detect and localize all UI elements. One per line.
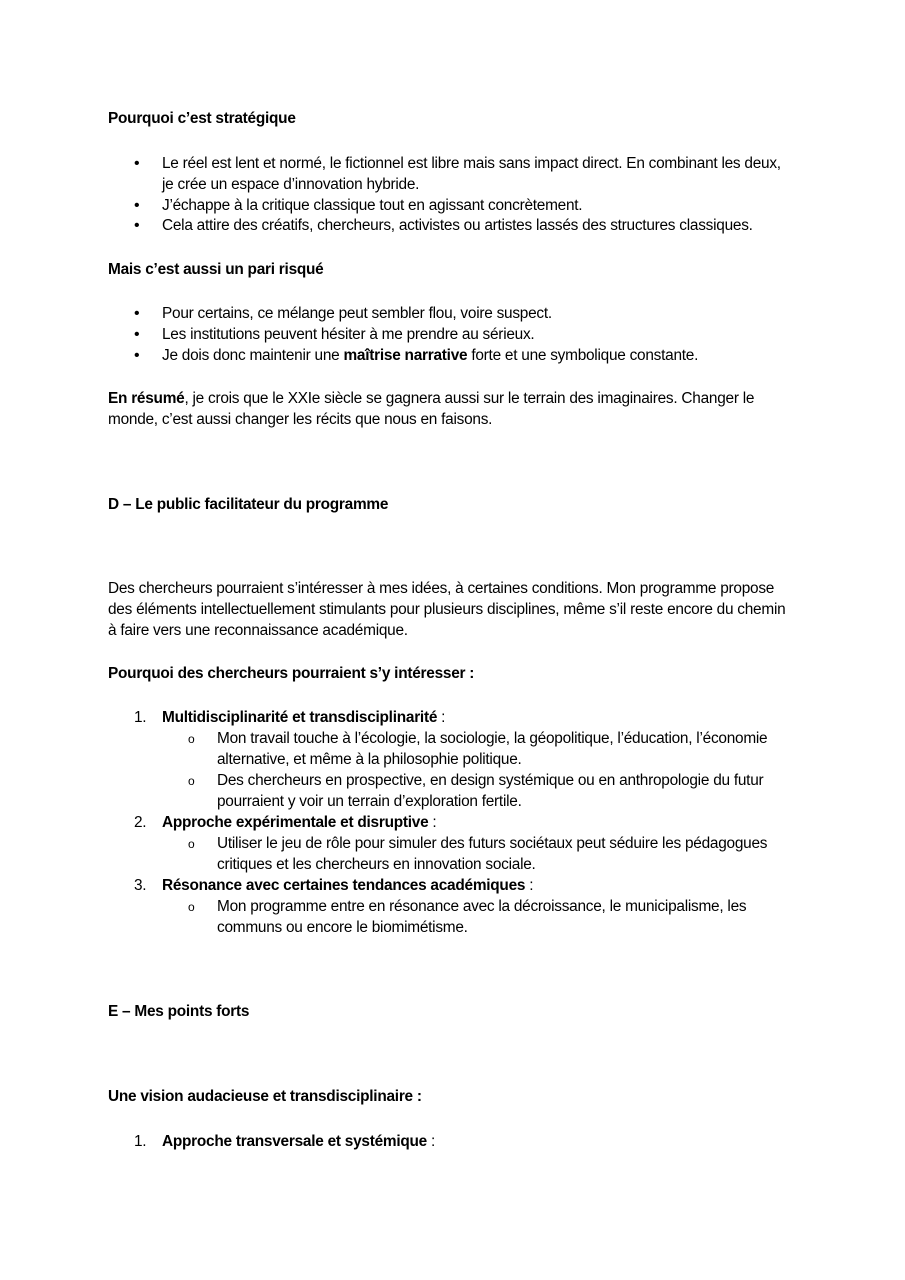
list-item-2-title-line <box>162 812 436 833</box>
bullet-marker: • <box>134 197 140 214</box>
list-number: 1. <box>134 1133 147 1150</box>
risky-bullet-3 <box>162 345 698 366</box>
sub-bullet-marker: o <box>188 774 195 788</box>
section-e-item-1-title: Approche transversale et systémique <box>162 1133 427 1150</box>
heading-strategic: Pourquoi c’est stratégique <box>108 110 296 127</box>
item-3-sub-1-line-1: Mon programme entre en résonance avec la décroissance, le municipalisme, les <box>217 898 747 915</box>
section-d-paragraph-line-1: Des chercheurs pourraient s’intéresser à mes idées, à certaines conditions. Mon programme propose <box>108 580 775 597</box>
bullet-marker: • <box>134 347 140 364</box>
list-item-1-suffix: : <box>437 709 446 726</box>
item-2-sub-1-line-2: critiques et les chercheurs en innovation sociale. <box>217 856 536 873</box>
list-item-3-title: Résonance avec certaines tendances académiques <box>162 877 526 894</box>
risky-bullet-3-start: Je dois donc maintenir une <box>162 347 344 364</box>
strategic-bullet-3: Cela attire des créatifs, chercheurs, activistes ou artistes lassés des structures classiques. <box>162 217 753 234</box>
heading-section-d: D – Le public facilitateur du programme <box>108 496 389 513</box>
list-item-3-title-line <box>162 875 533 896</box>
heading-section-e: E – Mes points forts <box>108 1003 250 1020</box>
list-item-2-title: Approche expérimentale et disruptive <box>162 814 429 831</box>
item-2-sub-1-line-1: Utiliser le jeu de rôle pour simuler des futurs sociétaux peut séduire les pédagogues <box>217 835 768 852</box>
summary-bold: En résumé <box>108 390 185 407</box>
heading-vision: Une vision audacieuse et transdisciplinaire : <box>108 1088 422 1105</box>
section-e-item-1-suffix: : <box>426 1133 436 1150</box>
item-1-sub-2-line-1: Des chercheurs en prospective, en design systémique ou en anthropologie du futur <box>217 772 764 789</box>
bullet-marker: • <box>134 217 140 234</box>
list-item-3-suffix: : <box>525 877 534 894</box>
list-number: 2. <box>134 814 147 831</box>
bullet-marker: • <box>134 326 140 343</box>
item-1-sub-2-line-2: pourraient y voir un terrain d’exploration fertile. <box>217 793 522 810</box>
risky-bullet-3-end: forte et une symbolique constante. <box>467 347 699 364</box>
risky-bullet-2: Les institutions peuvent hésiter à me prendre au sérieux. <box>162 326 535 343</box>
strategic-bullet-1-line-2: je crée un espace d’innovation hybride. <box>162 176 420 193</box>
item-1-sub-1-line-1: Mon travail touche à l’écologie, la sociologie, la géopolitique, l’éducation, l’économie <box>217 730 768 747</box>
list-item-2-suffix: : <box>428 814 437 831</box>
strategic-bullet-1-line-1: Le réel est lent et normé, le fictionnel est libre mais sans impact direct. En combinant les deux, <box>162 155 781 172</box>
strategic-bullet-2: J’échappe à la critique classique tout en agissant concrètement. <box>162 197 583 214</box>
heading-researchers: Pourquoi des chercheurs pourraient s’y intéresser : <box>108 665 475 682</box>
risky-bullet-3-bold: maîtrise narrative <box>343 347 468 364</box>
item-1-sub-1-line-2: alternative, et même à la philosophie politique. <box>217 751 522 768</box>
section-e-item-1-title-line <box>162 1131 435 1152</box>
section-d-paragraph-line-3: à faire vers une reconnaissance académique. <box>108 622 408 639</box>
item-3-sub-1-line-2: communs ou encore le biomimétisme. <box>217 919 468 936</box>
sub-bullet-marker: o <box>188 900 195 914</box>
summary-line-1-rest: , je crois que le XXIe siècle se gagnera aussi sur le terrain des imaginaires. Changer le <box>184 390 755 407</box>
list-item-1-title-line <box>162 707 445 728</box>
heading-risky: Mais c’est aussi un pari risqué <box>108 261 324 278</box>
list-number: 3. <box>134 877 147 894</box>
list-item-1-title: Multidisciplinarité et transdisciplinarité <box>162 709 438 726</box>
sub-bullet-marker: o <box>188 837 195 851</box>
risky-bullet-1: Pour certains, ce mélange peut sembler flou, voire suspect. <box>162 305 552 322</box>
section-d-paragraph-line-2: des éléments intellectuellement stimulants pour plusieurs disciplines, même s’il reste encore du chemin <box>108 601 786 618</box>
summary-line-1 <box>108 388 754 409</box>
list-number: 1. <box>134 709 147 726</box>
bullet-marker: • <box>134 155 140 172</box>
summary-line-2: monde, c’est aussi changer les récits que nous en faisons. <box>108 411 493 428</box>
sub-bullet-marker: o <box>188 732 195 746</box>
bullet-marker: • <box>134 305 140 322</box>
